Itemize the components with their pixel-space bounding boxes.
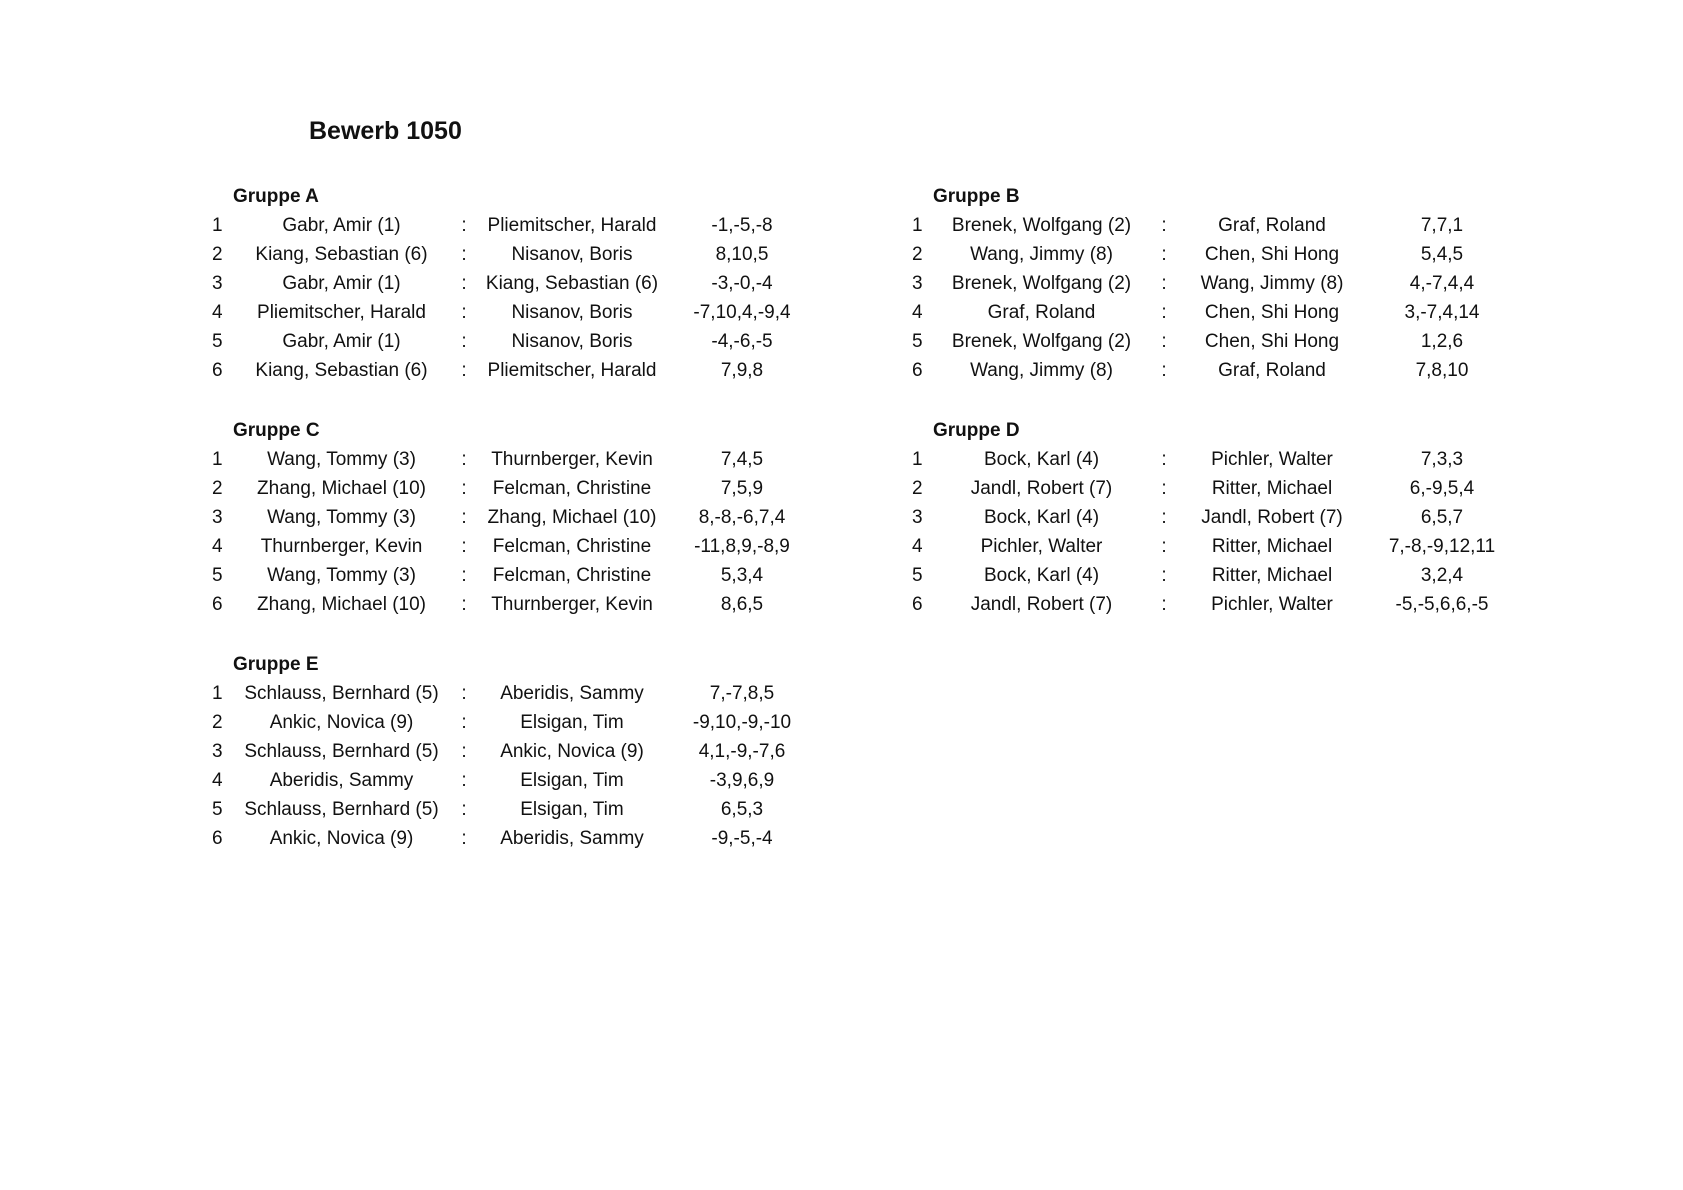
player-1: Bock, Karl (4): [983, 449, 1100, 470]
match-number: 2: [912, 478, 923, 499]
player-1: Jandl, Robert (7): [970, 478, 1113, 499]
player-2: Nisanov, Boris: [511, 302, 633, 323]
match-row: [912, 356, 1552, 385]
separator: :: [1161, 273, 1167, 294]
player-2: Pliemitscher, Harald: [487, 360, 657, 381]
match-score: 7,5,9: [720, 478, 764, 499]
match-row: [212, 356, 852, 385]
group-title: Gruppe C: [233, 420, 320, 441]
match-number: 1: [912, 215, 923, 236]
separator: :: [461, 244, 467, 265]
match-row: [912, 503, 1552, 532]
match-row: [212, 590, 852, 619]
match-list: [912, 445, 1552, 619]
player-2: Aberidis, Sammy: [500, 828, 644, 849]
match-score: 3,-7,4,14: [1404, 302, 1480, 323]
match-score: -11,8,9,-8,9: [694, 536, 790, 557]
separator: :: [1161, 215, 1167, 236]
match-list: [212, 679, 852, 853]
match-row: [912, 590, 1552, 619]
match-row: [912, 474, 1552, 503]
player-1: Kiang, Sebastian (6): [255, 360, 428, 381]
match-number: 2: [212, 712, 223, 733]
match-row: [212, 269, 852, 298]
match-number: 4: [212, 302, 223, 323]
match-score: 4,-7,4,4: [1409, 273, 1475, 294]
separator: :: [461, 770, 467, 791]
player-1: Wang, Jimmy (8): [970, 360, 1113, 381]
match-number: 6: [212, 828, 223, 849]
match-score: -7,10,4,-9,4: [693, 302, 791, 323]
match-list: [212, 211, 852, 385]
match-row: [912, 269, 1552, 298]
match-score: -1,-5,-8: [711, 215, 773, 236]
match-row: [212, 298, 852, 327]
group-title: Gruppe B: [933, 186, 1020, 207]
player-2: Graf, Roland: [1218, 360, 1326, 381]
match-row: [212, 445, 852, 474]
player-1: Wang, Tommy (3): [267, 449, 416, 470]
match-score: 6,5,3: [720, 799, 764, 820]
player-2: Felcman, Christine: [492, 536, 652, 557]
separator: :: [461, 302, 467, 323]
player-1: Gabr, Amir (1): [282, 331, 401, 352]
player-1: Schlauss, Bernhard (5): [244, 683, 439, 704]
separator: :: [461, 360, 467, 381]
player-1: Aberidis, Sammy: [269, 770, 414, 791]
player-2: Zhang, Michael (10): [487, 507, 657, 528]
player-2: Jandl, Robert (7): [1201, 507, 1343, 528]
player-2: Pichler, Walter: [1211, 594, 1333, 615]
separator: :: [461, 449, 467, 470]
player-2: Nisanov, Boris: [511, 331, 633, 352]
match-number: 2: [912, 244, 923, 265]
match-row: [912, 298, 1552, 327]
separator: :: [1161, 449, 1167, 470]
group-title: Gruppe E: [233, 654, 319, 675]
match-score: 5,3,4: [720, 565, 764, 586]
player-1: Brenek, Wolfgang (2): [951, 331, 1132, 352]
player-2: Ankic, Novica (9): [500, 741, 644, 762]
match-row: [212, 679, 852, 708]
match-number: 2: [212, 478, 223, 499]
match-number: 1: [212, 683, 223, 704]
separator: :: [1161, 536, 1167, 557]
match-score: 7,8,10: [1415, 360, 1469, 381]
player-2: Aberidis, Sammy: [500, 683, 644, 704]
match-score: 7,3,3: [1420, 449, 1464, 470]
player-1: Brenek, Wolfgang (2): [951, 215, 1132, 236]
match-score: 7,-8,-9,12,11: [1388, 536, 1496, 557]
match-row: [212, 766, 852, 795]
match-number: 5: [212, 799, 223, 820]
match-list: [912, 211, 1552, 385]
match-number: 4: [212, 536, 223, 557]
player-1: Bock, Karl (4): [983, 565, 1100, 586]
match-number: 1: [212, 215, 223, 236]
player-1: Wang, Jimmy (8): [970, 244, 1113, 265]
match-score: -3,9,6,9: [709, 770, 775, 791]
player-1: Brenek, Wolfgang (2): [951, 273, 1132, 294]
match-score: 8,10,5: [715, 244, 769, 265]
separator: :: [461, 273, 467, 294]
match-score: 6,-9,5,4: [1409, 478, 1475, 499]
match-number: 5: [212, 331, 223, 352]
match-row: [912, 445, 1552, 474]
match-row: [212, 211, 852, 240]
match-number: 3: [912, 273, 923, 294]
match-score: -3,-0,-4: [711, 273, 773, 294]
player-2: Felcman, Christine: [492, 478, 652, 499]
player-1: Graf, Roland: [987, 302, 1096, 323]
match-number: 5: [212, 565, 223, 586]
match-score: 4,1,-9,-7,6: [698, 741, 786, 762]
match-row: [212, 240, 852, 269]
match-row: [212, 737, 852, 766]
match-row: [212, 824, 852, 853]
match-score: -9,10,-9,-10: [692, 712, 792, 733]
player-1: Wang, Tommy (3): [267, 565, 416, 586]
separator: :: [461, 331, 467, 352]
match-score: 1,2,6: [1420, 331, 1464, 352]
separator: :: [461, 565, 467, 586]
player-1: Jandl, Robert (7): [970, 594, 1113, 615]
match-score: -5,-5,6,6,-5: [1395, 594, 1489, 615]
player-2: Ritter, Michael: [1211, 536, 1333, 557]
match-number: 1: [912, 449, 923, 470]
match-number: 3: [212, 741, 223, 762]
match-row: [912, 327, 1552, 356]
player-1: Pliemitscher, Harald: [257, 302, 426, 323]
match-score: 7,9,8: [720, 360, 764, 381]
player-1: Zhang, Michael (10): [257, 478, 426, 499]
player-1: Pichler, Walter: [980, 536, 1103, 557]
separator: :: [1161, 244, 1167, 265]
separator: :: [1161, 478, 1167, 499]
player-2: Elsigan, Tim: [520, 770, 624, 791]
separator: :: [461, 683, 467, 704]
player-1: Zhang, Michael (10): [257, 594, 426, 615]
separator: :: [1161, 565, 1167, 586]
player-1: Schlauss, Bernhard (5): [244, 741, 439, 762]
separator: :: [1161, 302, 1167, 323]
player-2: Wang, Jimmy (8): [1200, 273, 1344, 294]
match-score: 7,4,5: [720, 449, 764, 470]
match-score: 3,2,4: [1420, 565, 1464, 586]
player-2: Chen, Shi Hong: [1204, 331, 1340, 352]
player-1: Wang, Tommy (3): [267, 507, 416, 528]
separator: :: [1161, 360, 1167, 381]
player-2: Felcman, Christine: [492, 565, 652, 586]
page-title: Bewerb 1050: [309, 117, 462, 145]
match-row: [212, 561, 852, 590]
player-2: Chen, Shi Hong: [1204, 302, 1340, 323]
separator: :: [461, 741, 467, 762]
match-score: -4,-6,-5: [711, 331, 773, 352]
match-score: 7,-7,8,5: [709, 683, 775, 704]
player-1: Gabr, Amir (1): [282, 215, 401, 236]
match-score: 8,6,5: [720, 594, 764, 615]
match-number: 5: [912, 565, 923, 586]
player-2: Ritter, Michael: [1211, 565, 1333, 586]
match-number: 6: [912, 594, 923, 615]
match-row: [912, 561, 1552, 590]
player-1: Gabr, Amir (1): [282, 273, 401, 294]
player-2: Thurnberger, Kevin: [491, 449, 653, 470]
match-row: [212, 795, 852, 824]
match-row: [912, 211, 1552, 240]
match-row: [212, 474, 852, 503]
match-row: [212, 532, 852, 561]
separator: :: [461, 536, 467, 557]
separator: :: [1161, 594, 1167, 615]
group-title: Gruppe A: [233, 186, 319, 207]
player-1: Ankic, Novica (9): [269, 828, 414, 849]
match-score: 5,4,5: [1420, 244, 1464, 265]
player-2: Graf, Roland: [1218, 215, 1326, 236]
match-number: 6: [212, 360, 223, 381]
player-2: Chen, Shi Hong: [1204, 244, 1340, 265]
player-1: Schlauss, Bernhard (5): [244, 799, 439, 820]
player-2: Kiang, Sebastian (6): [485, 273, 659, 294]
separator: :: [461, 594, 467, 615]
match-row: [212, 327, 852, 356]
player-2: Nisanov, Boris: [511, 244, 633, 265]
separator: :: [461, 507, 467, 528]
match-list: [212, 445, 852, 619]
match-number: 5: [912, 331, 923, 352]
player-1: Kiang, Sebastian (6): [255, 244, 428, 265]
separator: :: [461, 478, 467, 499]
separator: :: [461, 712, 467, 733]
player-1: Ankic, Novica (9): [269, 712, 414, 733]
match-row: [912, 240, 1552, 269]
separator: :: [461, 215, 467, 236]
player-2: Thurnberger, Kevin: [491, 594, 653, 615]
player-1: Bock, Karl (4): [983, 507, 1100, 528]
match-row: [212, 708, 852, 737]
match-number: 3: [212, 273, 223, 294]
match-number: 1: [212, 449, 223, 470]
match-number: 4: [912, 536, 923, 557]
match-score: 7,7,1: [1420, 215, 1464, 236]
match-row: [212, 503, 852, 532]
match-number: 4: [212, 770, 223, 791]
player-2: Elsigan, Tim: [520, 712, 624, 733]
separator: :: [1161, 507, 1167, 528]
match-score: -9,-5,-4: [711, 828, 773, 849]
match-number: 3: [212, 507, 223, 528]
group-title: Gruppe D: [933, 420, 1020, 441]
player-2: Elsigan, Tim: [520, 799, 624, 820]
separator: :: [1161, 331, 1167, 352]
match-number: 6: [912, 360, 923, 381]
match-score: 6,5,7: [1420, 507, 1464, 528]
player-2: Ritter, Michael: [1211, 478, 1333, 499]
match-number: 3: [912, 507, 923, 528]
separator: :: [461, 799, 467, 820]
match-number: 2: [212, 244, 223, 265]
match-number: 4: [912, 302, 923, 323]
player-1: Thurnberger, Kevin: [260, 536, 423, 557]
match-row: [912, 532, 1552, 561]
player-2: Pichler, Walter: [1211, 449, 1333, 470]
match-number: 6: [212, 594, 223, 615]
match-score: 8,-8,-6,7,4: [698, 507, 786, 528]
player-2: Pliemitscher, Harald: [487, 215, 657, 236]
separator: :: [461, 828, 467, 849]
